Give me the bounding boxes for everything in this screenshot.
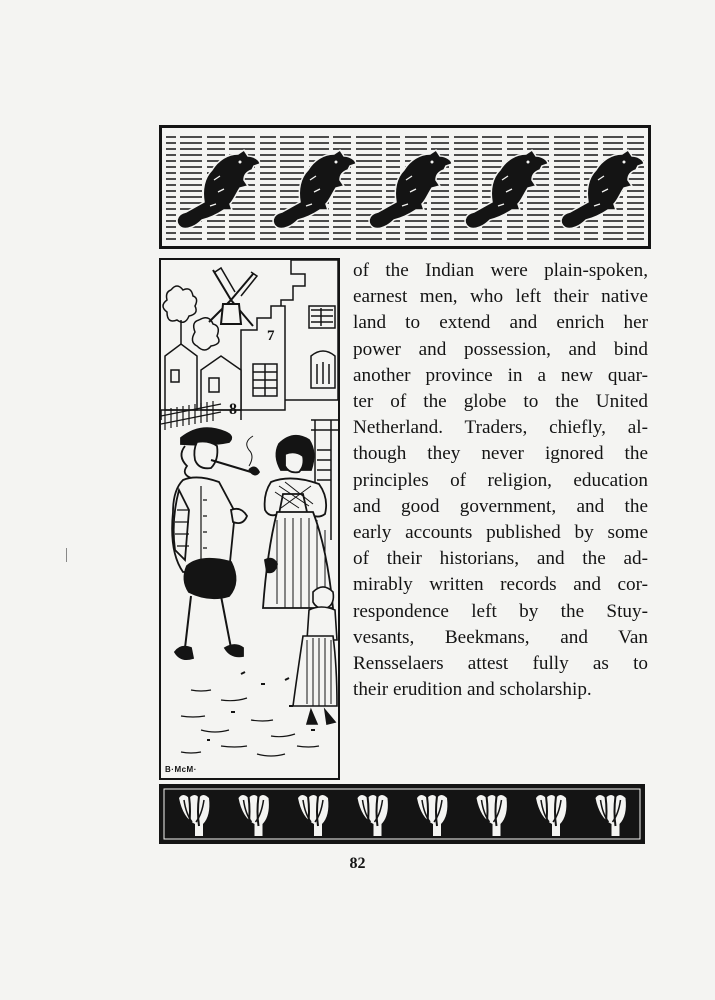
house-number-7: 7 — [267, 328, 275, 344]
text-line: Netherland. Traders, chiefly, al- — [353, 417, 648, 439]
text-line: their erudition and scholarship. — [353, 679, 592, 701]
windmill-icon — [209, 268, 257, 326]
text-line: land to extend and enrich her — [353, 312, 648, 334]
body-text — [353, 258, 648, 703]
tulip-icon — [239, 795, 269, 836]
tree-icon — [163, 286, 219, 360]
tulip-icon — [298, 795, 328, 836]
text-line: and good government, and the — [353, 495, 648, 517]
illustration-art — [161, 260, 338, 778]
text-line: of the Indian were plain-spoken, — [353, 260, 648, 281]
text-line: earnest men, who left their native — [353, 286, 648, 308]
text-line: power and possession, and bind — [353, 338, 648, 360]
house-number-8: 8 — [229, 401, 237, 418]
tulip-icon — [596, 795, 626, 836]
tulip-decorative-band — [159, 784, 645, 844]
tulip-icon — [477, 795, 507, 836]
dutch-street-illustration — [159, 258, 340, 780]
tulip-icon — [536, 795, 566, 836]
dutch-man-figure — [172, 428, 259, 659]
beaver-band-art — [162, 128, 648, 246]
text-line: though they never ignored the — [353, 443, 648, 465]
text-line: mirably written records and cor- — [353, 574, 648, 596]
text-line: another province in a new quar- — [353, 364, 648, 386]
tulip-icon — [417, 795, 447, 836]
page-number: 82 — [349, 855, 366, 872]
text-line: Rensselaers attest fully as to — [353, 653, 648, 675]
text-line: early accounts published by some — [353, 522, 648, 544]
tulip-icon — [179, 795, 209, 836]
house-icon — [161, 260, 338, 420]
stray-margin-mark — [66, 548, 67, 562]
dutch-woman-figure — [263, 436, 333, 608]
text-line: respondence left by the Stuy- — [353, 600, 648, 622]
text-line: principles of religion, education — [353, 469, 648, 491]
text-line: of their historians, and the ad- — [353, 548, 648, 570]
beaver-decorative-band — [159, 125, 651, 249]
tulip-icon — [358, 795, 388, 836]
text-line: vesants, Beekmans, and Van — [353, 626, 648, 648]
artist-signature: B·McM· — [165, 765, 197, 774]
text-line: ter of the globe to the United — [353, 391, 648, 413]
tulip-band-art — [161, 786, 643, 842]
